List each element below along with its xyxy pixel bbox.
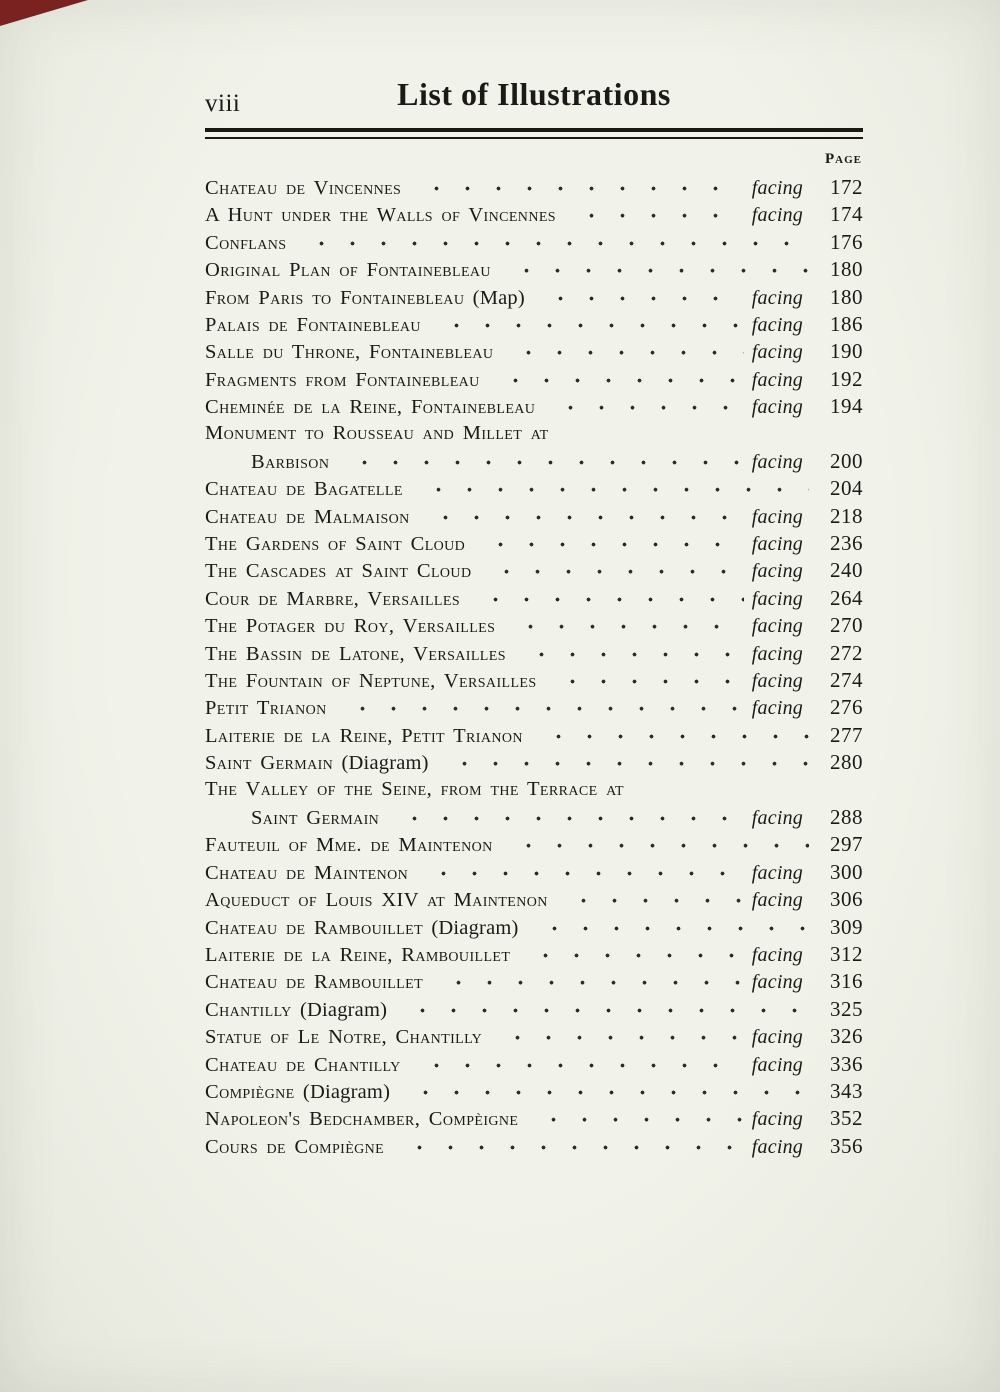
entry-line [205, 1079, 863, 1106]
leader-dots [545, 394, 743, 421]
entry-title: Cours de Compiègne [205, 1135, 385, 1158]
entry-line [205, 504, 863, 531]
entry-title: Statue of Le Notre, Chantilly [205, 1026, 483, 1049]
entry-title-first-line [205, 422, 863, 449]
leader-dots [418, 860, 744, 887]
facing-label: facing [751, 1026, 803, 1049]
entry-title: The Fountain of Neptune, Versailles [205, 670, 537, 693]
page-number: 272 [830, 640, 863, 665]
leader-dots [439, 750, 809, 777]
toc-entry [205, 422, 863, 477]
leader-dots [492, 1024, 744, 1051]
facing-label: facing [751, 806, 803, 829]
page-number: 343 [830, 1078, 863, 1103]
toc-entry [205, 1134, 863, 1161]
facing-label: facing [751, 971, 803, 994]
facing-label: facing [751, 177, 803, 199]
entry-continuation-line [205, 449, 863, 476]
entry-title-suffix: (Diagram) [294, 1080, 391, 1103]
entry-title: Cheminée de la Reine, Fontainebleau [205, 396, 536, 419]
toc-entry [205, 723, 863, 750]
page-number: 276 [830, 695, 863, 720]
toc-entry [205, 668, 863, 695]
entry-line [205, 1024, 863, 1051]
leader-dots [394, 1134, 744, 1161]
facing-label: facing [751, 943, 803, 966]
entry-line [205, 832, 863, 859]
entry-title: The Bassin de Latone, Versailles [205, 642, 506, 665]
leader-dots [520, 942, 743, 969]
entry-line [205, 175, 863, 202]
facing-label: facing [751, 1053, 803, 1076]
leader-dots [296, 230, 809, 257]
toc-entry [205, 339, 863, 366]
facing-label: facing [751, 587, 803, 610]
leader-dots [337, 695, 744, 722]
entry-title: Saint Germain [251, 806, 380, 829]
entry-title: Chateau de Vincennes [205, 177, 402, 199]
toc-entry [205, 778, 863, 833]
page-number: 204 [830, 476, 863, 501]
facing-label: facing [751, 670, 803, 693]
leader-dots [528, 1106, 743, 1133]
facing-label: facing [751, 450, 803, 473]
facing-label: facing [751, 1108, 803, 1131]
entry-title: Petit Trianon [205, 697, 327, 720]
leader-dots [503, 339, 743, 366]
entry-title: The Potager du Roy, Versailles [205, 615, 496, 638]
entry-title: Napoleon's Bedchamber, Compèigne [205, 1108, 519, 1131]
leader-dots [503, 832, 809, 859]
facing-label: facing [751, 642, 803, 665]
toc-entry [205, 202, 863, 229]
page-number: 180 [830, 257, 863, 282]
facing-label: facing [751, 286, 803, 309]
toc-entry [205, 175, 863, 202]
facing-label: facing [751, 533, 803, 556]
leader-dots [547, 668, 744, 695]
page-number: 172 [830, 175, 863, 199]
entry-line [205, 1134, 863, 1161]
leader-dots [501, 257, 809, 284]
facing-label: facing [751, 697, 803, 720]
page-number: 288 [830, 804, 863, 829]
facing-label: facing [751, 313, 803, 336]
entry-title: The Cascades at Saint Cloud [205, 560, 472, 583]
entry-title: Palais de Fontainebleau [205, 313, 421, 336]
toc-entry [205, 887, 863, 914]
page-number: 270 [830, 613, 863, 638]
entry-title: Fauteuil of Mme. de Maintenon [205, 834, 493, 857]
folio-number: viii [205, 90, 241, 117]
toc-entry [205, 394, 863, 421]
leader-dots [529, 915, 809, 942]
toc-entry [205, 860, 863, 887]
page-number: 176 [830, 229, 863, 254]
entry-title: Barbison [251, 450, 330, 473]
leader-dots [516, 641, 744, 668]
entry-title: Chateau de Rambouillet [205, 971, 424, 994]
entry-line [205, 750, 863, 777]
toc-entry [205, 997, 863, 1024]
entry-title: Chateau de Maintenon [205, 861, 409, 884]
facing-label: facing [751, 615, 803, 638]
entry-line [205, 942, 863, 969]
leader-dots [535, 285, 744, 312]
page-number: 264 [830, 585, 863, 610]
entry-title: Original Plan of Fontainebleau [205, 259, 491, 282]
entry-title: The Valley of the Seine, from the Terrace at [205, 777, 624, 800]
entry-title: Chateau de Bagatelle [205, 478, 403, 501]
entry-line [205, 969, 863, 996]
leader-dots [475, 531, 744, 558]
entry-title-suffix: (Map) [464, 286, 525, 309]
toc-entry [205, 558, 863, 585]
page-header [205, 76, 863, 120]
page-number: 180 [830, 284, 863, 309]
page-number: 277 [830, 722, 863, 747]
facing-label: facing [751, 368, 803, 391]
leader-dots [397, 997, 809, 1024]
entry-title: Chateau de Rambouillet (Diagram) [205, 916, 519, 939]
entry-title: Compiègne (Diagram) [205, 1080, 391, 1103]
page-number: 325 [830, 996, 863, 1021]
toc-entry [205, 915, 863, 942]
leader-dots [411, 175, 744, 202]
page-number: 297 [830, 832, 863, 857]
facing-label: facing [751, 341, 803, 364]
entry-line [205, 695, 863, 722]
leader-dots [400, 1079, 809, 1106]
page-number: 300 [830, 859, 863, 884]
entry-line [205, 723, 863, 750]
entry-line [205, 997, 863, 1024]
book-corner-artifact [0, 0, 88, 26]
entry-title: Saint Germain (Diagram) [205, 752, 429, 775]
facing-label: facing [751, 1135, 803, 1158]
entry-line [205, 887, 863, 914]
leader-dots [433, 969, 744, 996]
page-number: 280 [830, 750, 863, 775]
toc-entry [205, 285, 863, 312]
entry-title: Monument to Rousseau and Millet at [205, 421, 549, 444]
page-content [205, 76, 863, 1161]
entry-line [205, 285, 863, 312]
entry-title: A Hunt under the Walls of Vincennes [205, 204, 556, 227]
entry-line [205, 668, 863, 695]
entry-title: Chantilly (Diagram) [205, 998, 388, 1021]
toc-entry [205, 257, 863, 284]
page-number: 200 [830, 448, 863, 473]
entry-line [205, 257, 863, 284]
page-number: 316 [830, 969, 863, 994]
toc-entry [205, 367, 863, 394]
page-number: 240 [830, 558, 863, 583]
toc-entry [205, 942, 863, 969]
toc-entry [205, 1052, 863, 1079]
page-number: 352 [830, 1106, 863, 1131]
entry-line [205, 531, 863, 558]
leader-dots [339, 449, 743, 476]
entry-line [205, 915, 863, 942]
toc-entry [205, 695, 863, 722]
entry-title: Conflans [205, 231, 287, 254]
toc-entry [205, 586, 863, 613]
page-number: 306 [830, 887, 863, 912]
entry-title: From Paris to Fontainebleau (Map) [205, 286, 525, 309]
entry-title-first-line [205, 778, 863, 805]
page-number: 326 [830, 1024, 863, 1049]
page-number: 218 [830, 503, 863, 528]
toc-entry [205, 1106, 863, 1133]
toc-entry [205, 641, 863, 668]
entry-line [205, 312, 863, 339]
leader-dots [411, 1052, 744, 1079]
entry-line [205, 613, 863, 640]
entry-line [205, 339, 863, 366]
toc-entry [205, 832, 863, 859]
entry-title: Fragments from Fontainebleau [205, 368, 480, 391]
entry-title: Laiterie de la Reine, Rambouillet [205, 943, 511, 966]
entry-line [205, 641, 863, 668]
page-number: 174 [830, 202, 863, 227]
leader-dots [533, 723, 809, 750]
facing-label: facing [751, 396, 803, 419]
entry-title: Chateau de Malmaison [205, 505, 410, 528]
leader-dots [566, 202, 744, 229]
page-number: 309 [830, 914, 863, 939]
leader-dots [420, 504, 744, 531]
double-rule-divider [205, 128, 863, 139]
entry-line [205, 202, 863, 229]
page-number: 356 [830, 1133, 863, 1158]
entry-line [205, 230, 863, 257]
toc-entry [205, 750, 863, 777]
entry-line [205, 1106, 863, 1133]
facing-label: facing [751, 861, 803, 884]
entry-line [205, 586, 863, 613]
entry-title-suffix: (Diagram) [291, 998, 388, 1021]
facing-label: facing [751, 560, 803, 583]
facing-label: facing [751, 889, 803, 912]
page-number: 186 [830, 311, 863, 336]
page-number: 336 [830, 1051, 863, 1076]
entry-line [205, 558, 863, 585]
leader-dots [431, 312, 744, 339]
entry-line [205, 1052, 863, 1079]
facing-label: facing [751, 505, 803, 528]
toc-entry [205, 312, 863, 339]
entry-line [205, 394, 863, 421]
toc-entry [205, 613, 863, 640]
entry-title-suffix: (Diagram) [423, 916, 519, 939]
toc-entry [205, 969, 863, 996]
leader-dots [470, 586, 744, 613]
toc-entry [205, 531, 863, 558]
toc-entry [205, 230, 863, 257]
leader-dots [505, 613, 743, 640]
entry-title: Laiterie de la Reine, Petit Trianon [205, 724, 523, 747]
entry-title: Aqueduct of Louis XIV at Maintenon [205, 889, 548, 912]
page-number: 192 [830, 366, 863, 391]
toc-entry [205, 1024, 863, 1051]
entry-line [205, 860, 863, 887]
page-number: 312 [830, 941, 863, 966]
page-column-header: Page [825, 151, 862, 167]
toc-entry [205, 476, 863, 503]
entry-title: Salle du Throne, Fontainebleau [205, 341, 494, 364]
entry-continuation-line [205, 805, 863, 832]
entry-title: Cour de Marbre, Versailles [205, 587, 461, 610]
toc-entry [205, 504, 863, 531]
entry-title: The Gardens of Saint Cloud [205, 533, 466, 556]
page-number: 236 [830, 531, 863, 556]
entry-line [205, 476, 863, 503]
entry-title: Chateau de Chantilly [205, 1053, 401, 1076]
toc-list [205, 175, 863, 1161]
page-number: 190 [830, 339, 863, 364]
leader-dots [389, 805, 744, 832]
facing-label: facing [751, 204, 803, 227]
entry-line [205, 367, 863, 394]
entry-title-suffix: (Diagram) [333, 752, 429, 775]
page-number: 274 [830, 668, 863, 693]
page-title: List of Illustrations [397, 76, 671, 112]
leader-dots [558, 887, 744, 914]
leader-dots [481, 558, 743, 585]
leader-dots [413, 476, 809, 503]
leader-dots [490, 367, 744, 394]
toc-entry [205, 1079, 863, 1106]
page-number: 194 [830, 394, 863, 419]
